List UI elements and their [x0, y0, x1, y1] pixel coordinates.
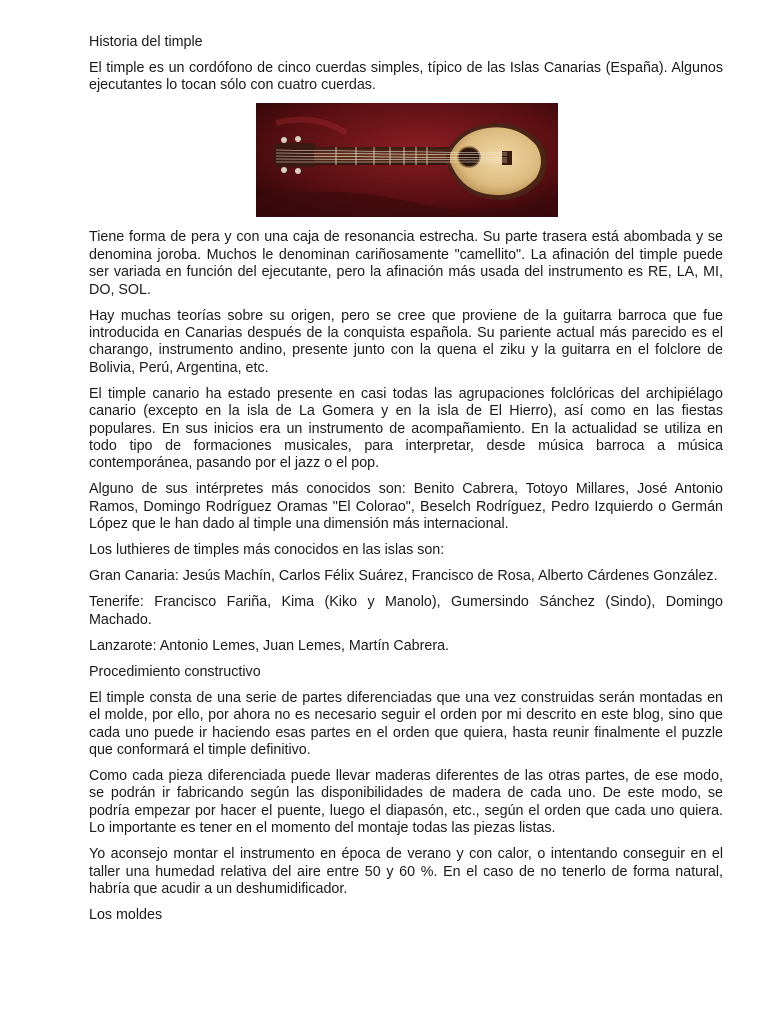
timple-photo — [256, 103, 558, 217]
paragraph-presence: El timple canario ha estado presente en casi todas las agrupaciones folclóricas del archipiélago canario (excepto en la isla de La Gomera y en la isla de El Hierro), así como en las fiestas populares. En sus inicios era un instrumento de acompañamiento. En la actualidad se utiliza en todo tipo de formaciones musicales, para interpretar, desde música barroca a música contemporánea, pasando por el jazz o el pop. — [89, 385, 723, 472]
paragraph-intro: El timple es un cordófono de cinco cuerdas simples, típico de las Islas Canarias (España). Algunos ejecutantes lo tocan sólo con cuatro cuerdas. — [89, 60, 723, 94]
tuning-peg-icon — [281, 137, 287, 143]
paragraph-gran-canaria: Gran Canaria: Jesús Machín, Carlos Félix Suárez, Francisco de Rosa, Alberto Cárdenes González. — [89, 568, 718, 585]
section-title-procedimiento: Procedimiento constructivo — [89, 663, 261, 680]
document-page — [89, 34, 723, 933]
paragraph-performers: Alguno de sus intérpretes más conocidos son: Benito Cabrera, Totoyo Millares, José Antonio Ramos, Domingo Rodríguez Oramas "El Colorao", Beselch Rodríguez, Pedro Izquierdo o Germán López que le han dado al timple una dimensión más internacional. — [89, 481, 723, 533]
timple-neck — [314, 147, 454, 165]
page-title: Historia del timple — [89, 34, 203, 50]
paragraph-origin: Hay muchas teorías sobre su origen, pero se cree que proviene de la guitarra barroca que fue introducida en Canarias después de la conquista española. Su pariente actual más parecido es el charango, instrumento andino, presente junto con la quena el ziku y la guitarra en el folclore de Bolivia, Perú, Argentina, etc. — [89, 307, 723, 376]
section-title-moldes: Los moldes — [89, 906, 163, 923]
paragraph-shape: Tiene forma de pera y con una caja de resonancia estrecha. Su parte trasera está abombada y se denomina joroba. Muchos le denominan cariñosamente "camellito". La afinación del timple puede ser variada en función del ejecutante, pero la afinación más usada del instrumento es RE, LA, MI, DO, SOL. — [89, 229, 723, 298]
tuning-peg-icon — [281, 167, 287, 173]
paragraph-woods: Como cada pieza diferenciada puede llevar maderas diferentes de las otras partes, de ese modo, se podrán ir fabricando según las disponibilidades de madera de cada uno. De este modo, se podría empezar por hacer el puente, luego el diapasón, etc., según el orden que cada uno quiera. Lo importante es tener en el momento del montaje todas las piezas listas. — [89, 767, 723, 837]
sound-hole — [458, 147, 480, 167]
tuning-peg-icon — [295, 168, 301, 174]
timple-headstock — [274, 143, 316, 167]
paragraph-lanzarote: Lanzarote: Antonio Lemes, Juan Lemes, Martín Cabrera. — [89, 637, 450, 654]
tuning-peg-icon — [295, 136, 301, 142]
paragraph-luthiers-intro: Los luthieres de timples más conocidos en las islas son: — [89, 542, 445, 559]
paragraph-humidity: Yo aconsejo montar el instrumento en época de verano y con calor, o intentando conseguir en el taller una humedad relativa del aire entre 50 y 60 %. En el caso de no tenerlo de forma natural, habría que acudir a un deshumidificador. — [89, 846, 723, 897]
paragraph-parts: El timple consta de una serie de partes diferenciadas que una vez construidas serán montadas en el molde, por ello, por ahora no es necesario seguir el orden por mi descrito en este blog, sino que cada uno puede ir haciendo esas partes en el orden que quiera, hasta reunir finalmente el puzzle que conformará el timple definitivo. — [89, 689, 723, 758]
paragraph-tenerife: Tenerife: Francisco Fariña, Kima (Kiko y Manolo), Gumersindo Sánchez (Sindo), Domingo Machado. — [89, 594, 723, 628]
